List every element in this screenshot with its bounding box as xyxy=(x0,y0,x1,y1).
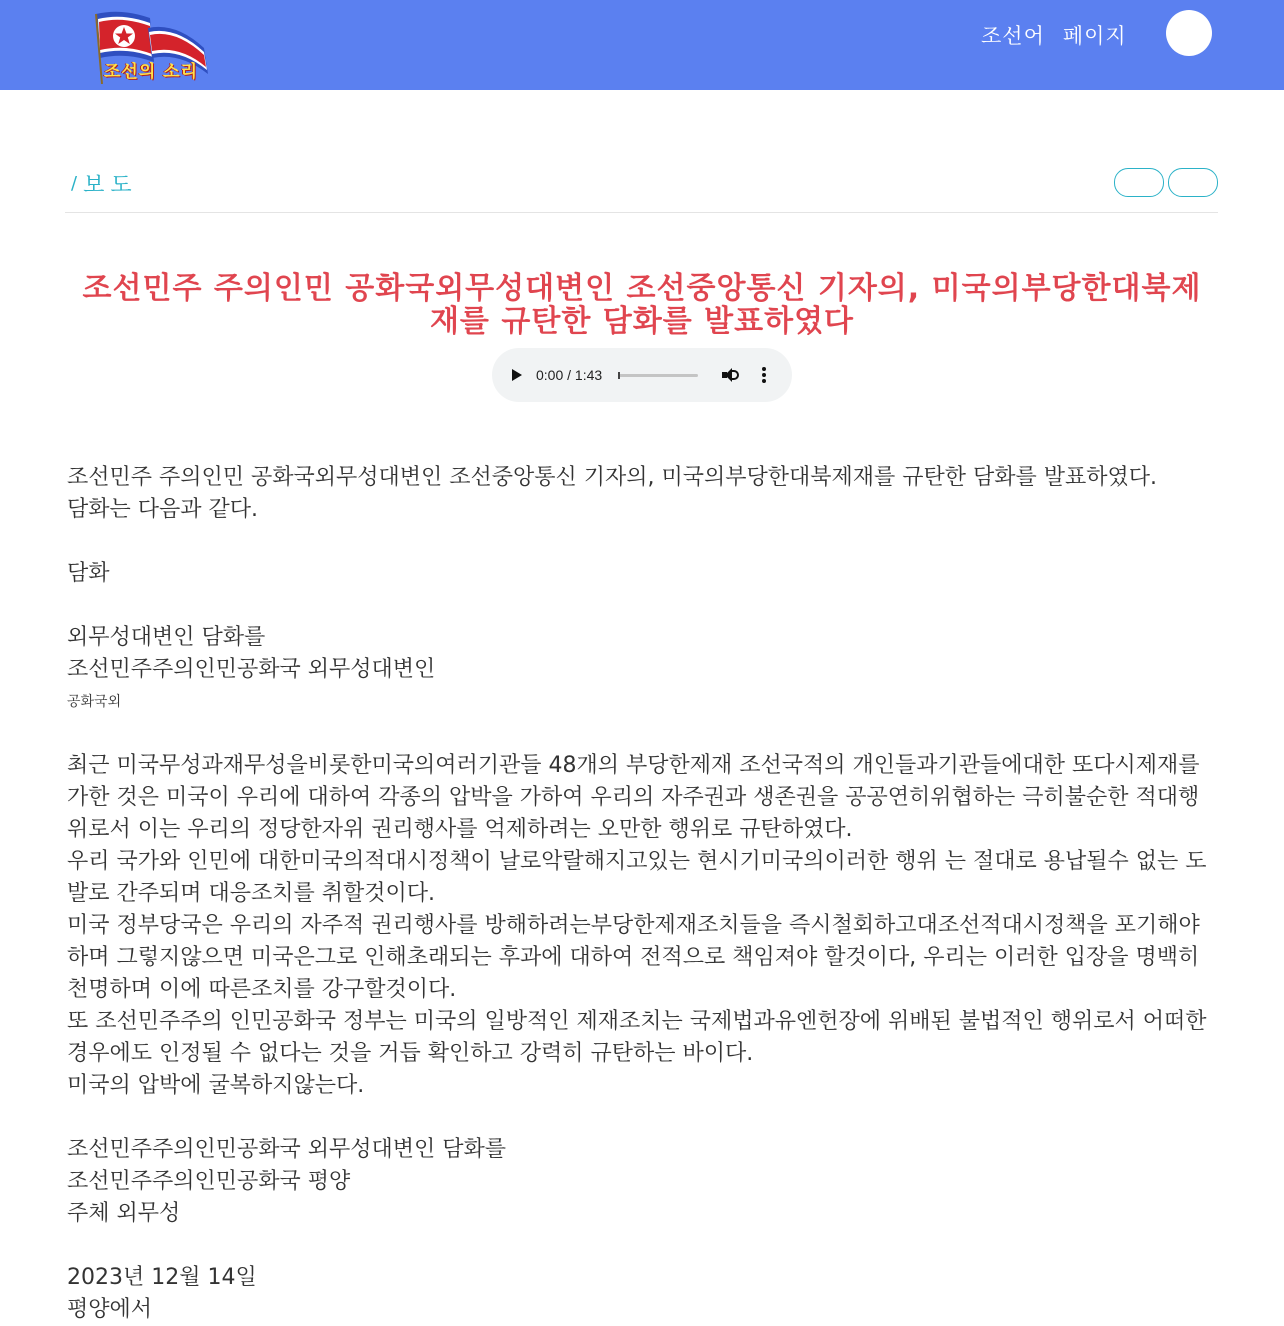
article-date: 2023년 12월 14일 xyxy=(67,1265,257,1290)
main-nav xyxy=(955,22,1135,48)
signature-line-1: 외무성대변인 담화를 xyxy=(67,625,266,650)
article-place: 평양에서 xyxy=(67,1297,153,1322)
breadcrumb-separator: / xyxy=(71,173,78,194)
breadcrumb-item-1[interactable]: 보 xyxy=(83,173,105,198)
intro-line-1: 조선민주 주의인민 공화국외무성대변인 조선중앙통신 기자의, 미국의부당한대북제재를 규탄한 담화를 발표하였다. xyxy=(67,465,1158,490)
audio-seek-bar[interactable] xyxy=(618,374,698,377)
closing-line-2: 조선민주주의인민공화국 평양 xyxy=(67,1169,351,1194)
paragraph-4: 또 조선민주주의 인민공화국 정부는 미국의 일방적인 제재조치는 국제법과유엔헌장에 위배된 불법적인 행위로서 어떠한 경우에도 인정될 수 없다는 것을 거듭 확인하고 강력히 규탄하는 바이다. xyxy=(67,1009,1207,1066)
closing-line-3: 주체 외무성 xyxy=(67,1201,181,1226)
seek-knob[interactable] xyxy=(618,372,620,379)
paragraph-5: 미국의 압박에 굴복하지않는다. xyxy=(67,1073,365,1098)
signature-line-2: 조선민주주의인민공화국 외무성대변인 xyxy=(67,657,436,682)
signature-line-3: 공화국외 xyxy=(67,694,122,710)
intro-line-2: 담화는 다음과 같다. xyxy=(67,497,258,522)
closing-line-1: 조선민주주의인민공화국 외무성대변인 담화를 xyxy=(67,1137,507,1162)
share-button[interactable] xyxy=(1168,168,1218,197)
nav-item-korean[interactable]: 조선어 xyxy=(981,24,1045,48)
paragraph-1: 최근 미국무성과재무성을비롯한미국의여러기관들 48개의 부당한제재 조선국적의 개인들과기관들에대한 또다시제재를 가한 것은 미국이 우리에 대하여 각종의 압박을 가하여 우리의 자주권과 생존권을 공공연히위협하는 극히불순한 적대행위로서 이는 우리의 정당한자위 권리행사를 억제하려는 오만한 행위로 규탄하였다. xyxy=(67,753,1200,842)
search-button[interactable] xyxy=(1166,10,1212,56)
paragraph-2: 우리 국가와 인민에 대한미국의적대시정책이 날로악랄해지고있는 현시기미국의이러한 행위 는 절대로 용납될수 없는 도발로 간주되며 대응조치를 취할것이다. xyxy=(67,849,1207,906)
print-button[interactable] xyxy=(1114,168,1164,197)
play-icon[interactable] xyxy=(512,369,522,381)
audio-player[interactable] xyxy=(492,348,792,402)
breadcrumb-item-2[interactable]: 도 xyxy=(110,173,132,198)
breadcrumb xyxy=(65,168,132,199)
nav-item-page[interactable]: 페이지 xyxy=(1062,24,1127,48)
site-header xyxy=(0,0,1284,90)
logo-text: 조선의 소리 xyxy=(104,62,199,82)
volume-icon[interactable] xyxy=(722,367,740,383)
paragraph-3: 미국 정부당국은 우리의 자주적 권리행사를 방해하려는부당한제재조치들을 즉시철회하고대조선적대시정책을 포기해야하며 그렇지않으면 미국은그로 인해초래되는 후과에 대하여 전적으로 책임져야 할것이다, 우리는 이러한 입장을 명백히 천명하며 이에 따른조치를 강구할것이다. xyxy=(67,913,1200,1002)
site-logo[interactable] xyxy=(92,8,214,84)
article-body xyxy=(67,462,1217,1326)
more-options-icon[interactable] xyxy=(762,367,766,383)
audio-time: 0:00 / 1:43 xyxy=(536,367,603,383)
breadcrumb-bar xyxy=(65,168,1218,213)
article-title: 조선민주 주의인민 공화국외무성대변인 조선중앙통신 기자의, 미국의부당한대북제재를 규탄한 담화를 발표하였다 xyxy=(82,271,1202,340)
body-heading: 담화 xyxy=(67,561,110,586)
